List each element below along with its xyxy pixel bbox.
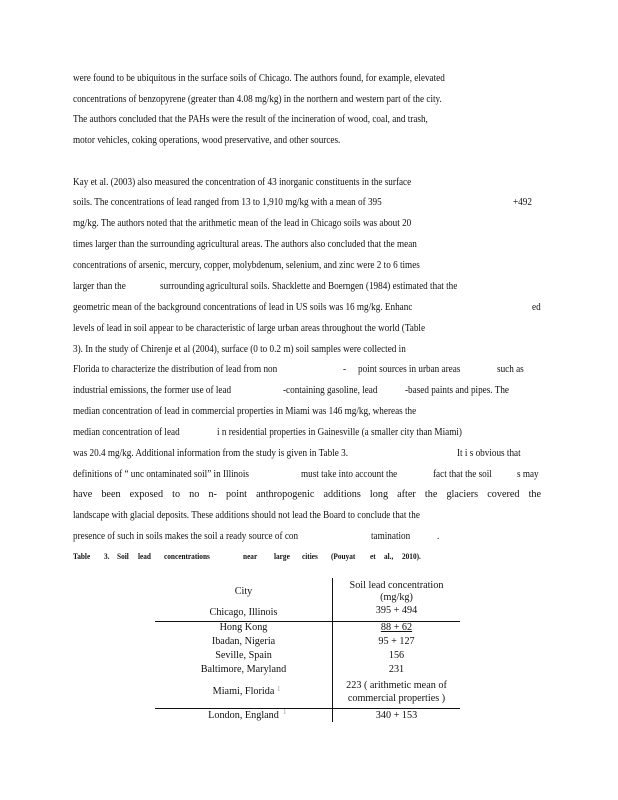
lower-rule [155, 708, 460, 709]
para2-line-14b: must take into account the [301, 469, 398, 480]
para2-line-8: 3). In the study of Chirenje et al (2004), surface (0 to 0.2 m) soil samples were collected in [73, 344, 406, 355]
para2-line-3: times larger than the surrounding agricultural areas. The authors also concluded that the mean [73, 239, 417, 250]
para2-line-9b: - [343, 364, 347, 375]
para2-line-11: median concentration of lead in commercial properties in Miami was 146 mg/kg, whereas the [73, 406, 417, 417]
row-city-london: London, England [208, 710, 279, 721]
row-city-baltimore: Baltimore, Maryland [200, 664, 287, 675]
para2-line-14d: s may [517, 469, 539, 480]
row-city-seville: Seville, Spain [215, 650, 272, 661]
para2-line-7: levels of lead in soil appear to be characteristic of large urban areas throughout the world (Table [73, 323, 426, 334]
header-value-2: (mg/kg) [380, 592, 413, 603]
row-note-miami: 1 [277, 685, 281, 693]
para2-line-14a: definitions of “ unc ontaminated soil” in Illinois [73, 469, 249, 480]
para2-line-5b: surrounding [160, 281, 205, 292]
para1-line-3: The authors concluded that the PAHs were the result of the incineration of wood, coal, and trash, [73, 114, 428, 125]
para2-line-12b: i n residential properties in Gainesville (a smaller city than Miami) [217, 427, 462, 438]
para2-line-9a: Florida to characterize the distribution of lead from non [73, 364, 278, 375]
para2-line-13b: It i s obvious that [457, 448, 521, 459]
para2-line-6a: geometric mean of the background concentrations of lead in US soils was 16 mg/kg. Enhanc [73, 302, 413, 313]
para2-line-17c: . [437, 531, 440, 542]
row-value-miami-2: commercial properties ) [347, 693, 446, 704]
para2-line-17a: presence of such in soils makes the soil a ready source of con [73, 531, 299, 542]
lead-concentration-table [155, 578, 460, 722]
para2-line-2: mg/kg. The authors noted that the arithmetic mean of the lead in Chicago soils was about 20 [73, 218, 412, 229]
row-city-hongkong: Hong Kong [219, 622, 268, 633]
para1-line-4: motor vehicles, coking operations, wood preservative, and other sources. [73, 135, 341, 146]
row-city-miami: Miami, Florida [212, 686, 275, 697]
para2-line-14c: fact that the soil [433, 469, 492, 480]
para2-line-9d: such as [497, 364, 524, 375]
row-value-miami-1: 223 ( arithmetic mean of [346, 680, 447, 691]
para2-line-0: Kay et al. (2003) also measured the concentration of 43 inorganic constituents in the surface [73, 177, 412, 188]
para2-line-12a: median concentration of lead [73, 427, 180, 438]
para2-line-10c: -based paints and pipes. The [405, 385, 509, 396]
row-value-ibadan: 95 + 127 [378, 636, 415, 647]
row-value-seville: 156 [388, 650, 405, 661]
para2-line-5c: agricultural soils. Shacklette and Boerngen (1984) estimated that the [206, 281, 458, 292]
para2-line-9c: point sources in urban areas [358, 364, 461, 375]
header-value-1: Soil lead concentration [349, 580, 444, 591]
row-value-chicago: 395 + 494 [375, 605, 418, 616]
para1-line-2: concentrations of benzopyrene (greater than 4.08 mg/kg) in the northern and western part of the city. [73, 94, 442, 105]
row-city-ibadan: Ibadan, Nigeria [211, 636, 276, 647]
para2-line-16: landscape with glacial deposits. These additions should not lead the Board to conclude that the [73, 510, 420, 521]
para2-line-4: concentrations of arsenic, mercury, copper, molybdenum, selenium, and zinc were 2 to 6 times [73, 260, 420, 271]
para2-line-6b: ed [532, 302, 541, 313]
row-city-chicago: Chicago, Illinois [209, 607, 278, 618]
header-city: City [234, 586, 253, 597]
row-note-london: 1 [283, 708, 287, 716]
row-value-london: 340 + 153 [375, 710, 418, 721]
para2-line-1b: +492 [513, 197, 532, 208]
para2-line-5a: larger than the [73, 281, 126, 292]
para2-line-1a: soils. The concentrations of lead ranged from 13 to 1,910 mg/kg with a mean of 395 [73, 197, 382, 208]
para1-line-1: were found to be ubiquitous in the surface soils of Chicago. The authors found, for example, elevated [73, 73, 445, 84]
para2-line-10b: -containing gasoline, lead [283, 385, 378, 396]
para2-line-10a: industrial emissions, the former use of lead [73, 385, 232, 396]
para2-line-15: have been exposed to no n- point anthropogenic additions long after the glaciers covered the [73, 489, 542, 500]
row-value-hongkong: 88 + 62 [380, 622, 413, 633]
para2-line-13a: was 20.4 mg/kg. Additional information from the study is given in Table 3. [73, 448, 348, 459]
row-value-baltimore: 231 [388, 664, 405, 675]
para2-line-17b: tamination [371, 531, 411, 542]
